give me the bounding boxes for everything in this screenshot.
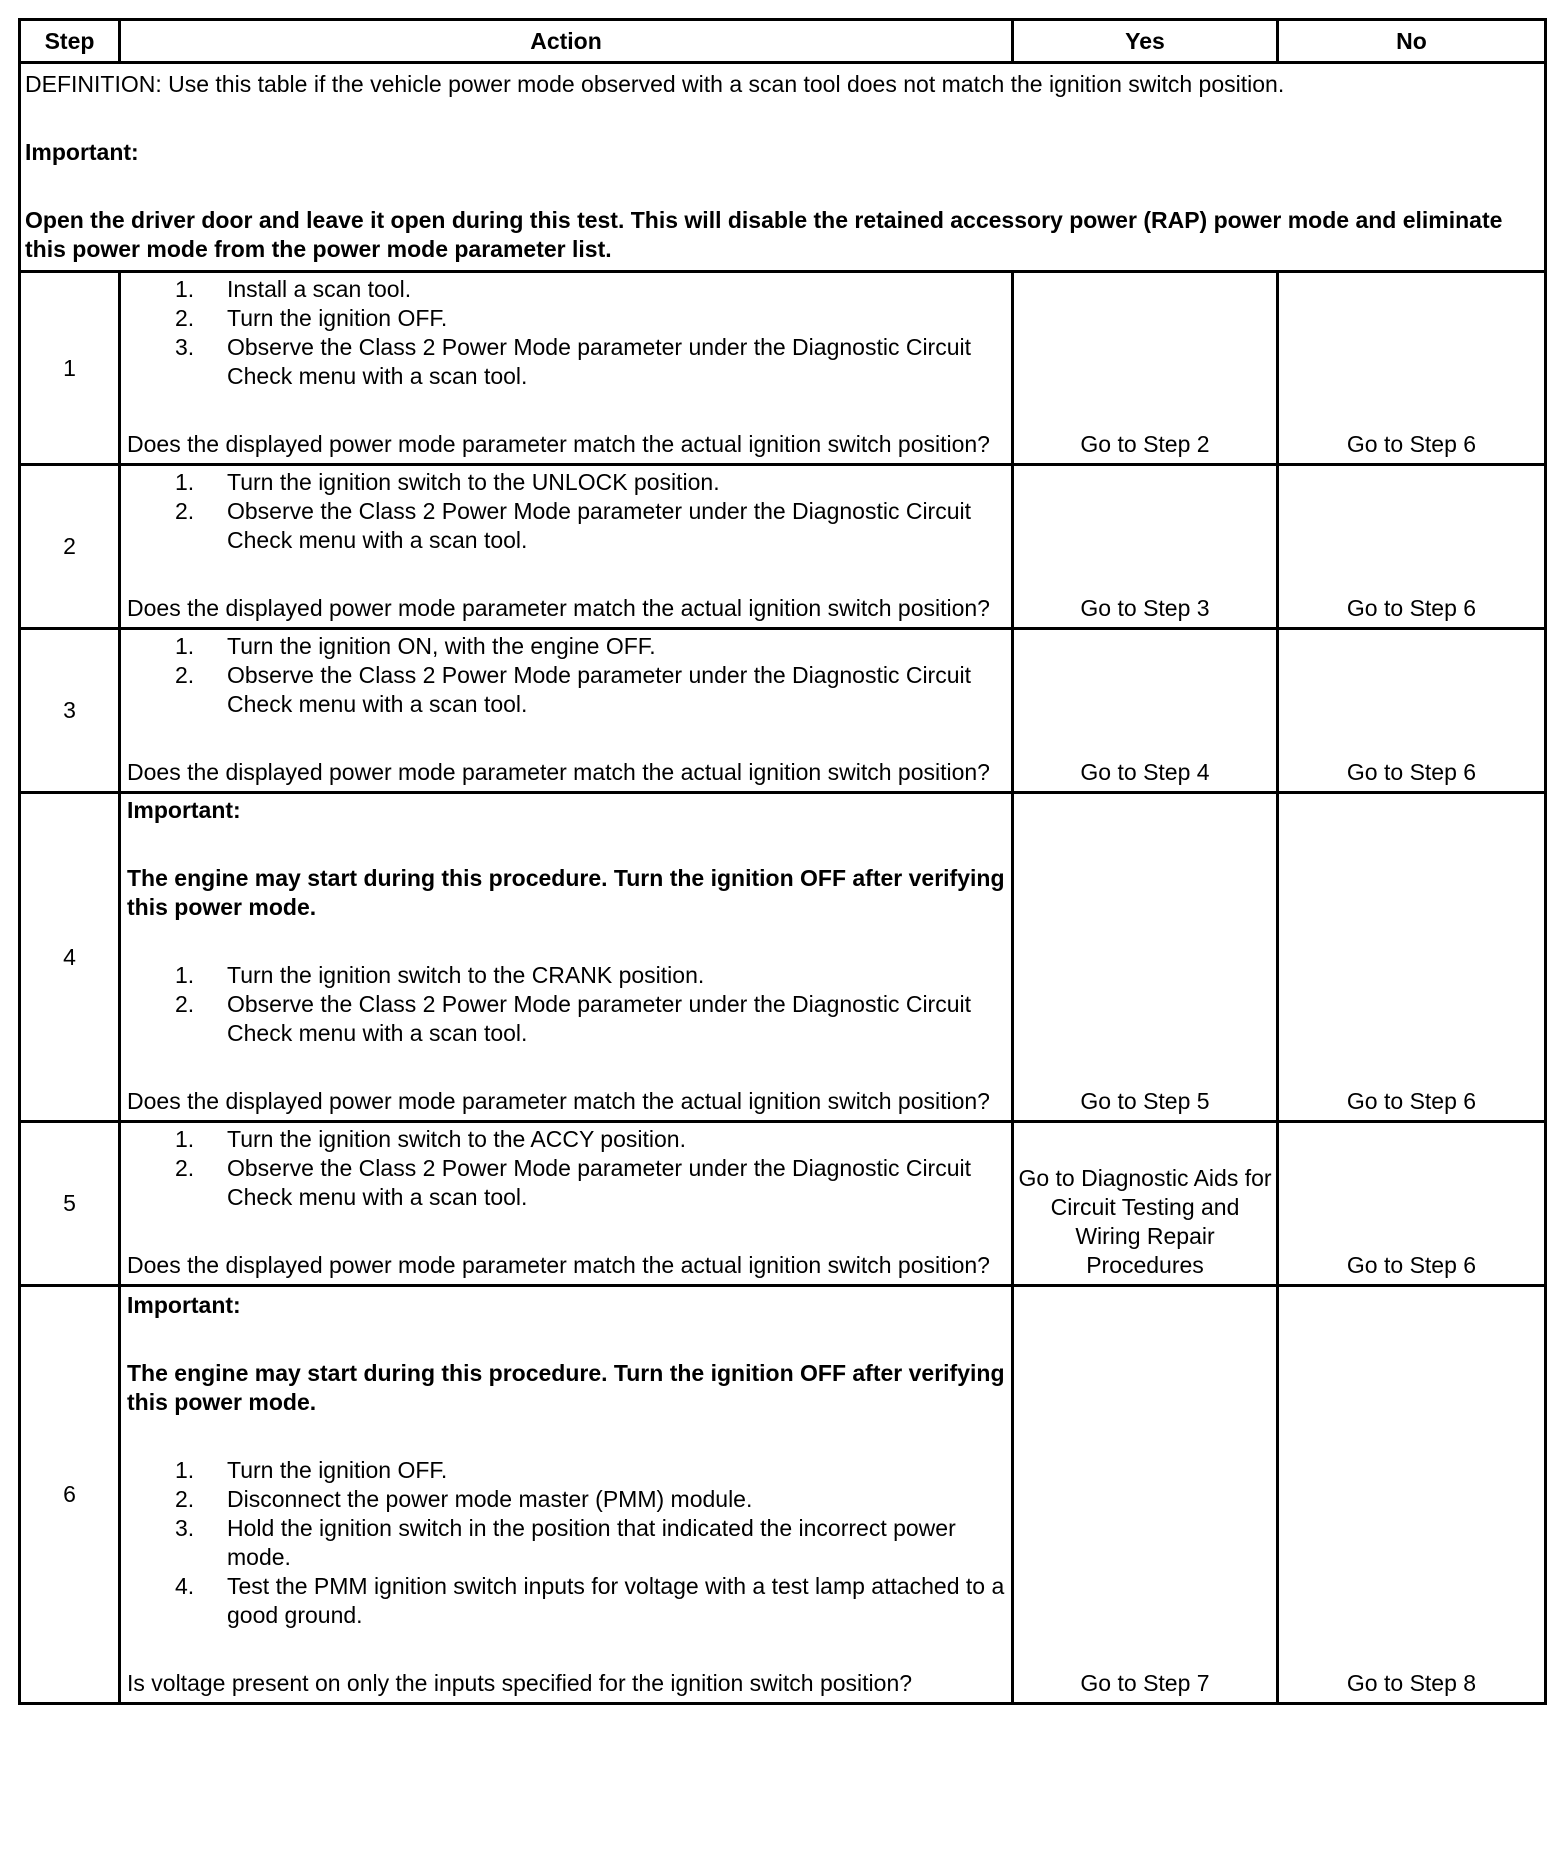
no-cell: Go to Step 6: [1278, 629, 1546, 793]
important-label: Important:: [127, 1292, 241, 1318]
step-number: 5: [20, 1122, 120, 1286]
instruction-list: [127, 1125, 1005, 1212]
question-text: Does the displayed power mode parameter match the actual ignition switch position?: [127, 1252, 990, 1278]
definition-important-label: Important:: [25, 139, 139, 165]
question-text: Does the displayed power mode parameter match the actual ignition switch position?: [127, 759, 990, 785]
table-row: [20, 1122, 1546, 1286]
instruction-list: [127, 632, 1005, 719]
definition-cell: [20, 63, 1546, 272]
list-item: 1. Turn the ignition ON, with the engine OFF.: [175, 633, 656, 659]
yes-cell: Go to Step 5: [1013, 793, 1278, 1122]
action-cell: [120, 1122, 1013, 1286]
table-row: [20, 465, 1546, 629]
question-text: Is voltage present on only the inputs specified for the ignition switch position?: [127, 1670, 913, 1696]
question-text: Does the displayed power mode parameter match the actual ignition switch position?: [127, 1088, 990, 1114]
yes-cell: Go to Step 2: [1013, 272, 1278, 465]
important-text: The engine may start during this procedure. Turn the ignition OFF after verifying this power mode.: [127, 1360, 1005, 1415]
yes-cell: Go to Step 4: [1013, 629, 1278, 793]
step-number: 4: [20, 793, 120, 1122]
table-row: [20, 793, 1546, 1122]
action-cell: [120, 1286, 1013, 1704]
list-item: 1. Turn the ignition switch to the ACCY position.: [175, 1126, 686, 1152]
table-row: [20, 272, 1546, 465]
list-item: 4. Test the PMM ignition switch inputs for voltage with a test lamp attached to a good ground.: [175, 1573, 1005, 1628]
list-item: 2. Observe the Class 2 Power Mode parameter under the Diagnostic Circuit Check menu with a scan tool.: [175, 991, 972, 1046]
list-item: 2. Observe the Class 2 Power Mode parameter under the Diagnostic Circuit Check menu with a scan tool.: [175, 1155, 972, 1210]
list-item: 2. Turn the ignition OFF.: [175, 305, 448, 331]
question-text: Does the displayed power mode parameter match the actual ignition switch position?: [127, 431, 990, 457]
table-row: [20, 1286, 1546, 1704]
instruction-list: [127, 468, 1005, 555]
header-no: No: [1278, 20, 1546, 63]
list-item: 3. Observe the Class 2 Power Mode parameter under the Diagnostic Circuit Check menu with a scan tool.: [175, 334, 972, 389]
list-item: 1. Turn the ignition switch to the UNLOCK position.: [175, 469, 720, 495]
action-cell: [120, 793, 1013, 1122]
definition-row: [20, 63, 1546, 272]
yes-cell: Go to Step 3: [1013, 465, 1278, 629]
header-row: [20, 20, 1546, 63]
step-number: 2: [20, 465, 120, 629]
no-cell: Go to Step 6: [1278, 465, 1546, 629]
no-cell: Go to Step 8: [1278, 1286, 1546, 1704]
header-step: Step: [20, 20, 120, 63]
important-text: The engine may start during this procedure. Turn the ignition OFF after verifying this power mode.: [127, 865, 1005, 920]
list-item: 2. Observe the Class 2 Power Mode parameter under the Diagnostic Circuit Check menu with a scan tool.: [175, 662, 972, 717]
important-label: Important:: [127, 797, 241, 823]
diagnostic-table: [18, 18, 1547, 1705]
list-item: 3. Hold the ignition switch in the position that indicated the incorrect power mode.: [175, 1515, 956, 1570]
no-cell: Go to Step 6: [1278, 272, 1546, 465]
list-item: 1. Turn the ignition OFF.: [175, 1457, 448, 1483]
yes-cell: Go to Step 7: [1013, 1286, 1278, 1704]
instruction-list: [127, 961, 1005, 1048]
no-cell: Go to Step 6: [1278, 793, 1546, 1122]
action-cell: [120, 272, 1013, 465]
action-cell: [120, 629, 1013, 793]
header-yes: Yes: [1013, 20, 1278, 63]
no-cell: Go to Step 6: [1278, 1122, 1546, 1286]
list-item: 1. Install a scan tool.: [175, 276, 412, 302]
instruction-list: [127, 1456, 1005, 1630]
list-item: 2. Observe the Class 2 Power Mode parameter under the Diagnostic Circuit Check menu with a scan tool.: [175, 498, 972, 553]
definition-important-text: Open the driver door and leave it open during this test. This will disable the retained accessory power (RAP) power mode and eliminate this power mode from the power mode parameter list.: [25, 207, 1503, 262]
yes-cell: Go to Diagnostic Aids for Circuit Testing and Wiring Repair Procedures: [1013, 1122, 1278, 1286]
list-item: 2. Disconnect the power mode master (PMM) module.: [175, 1486, 753, 1512]
instruction-list: [127, 275, 1005, 391]
step-number: 3: [20, 629, 120, 793]
definition-text: DEFINITION: Use this table if the vehicle power mode observed with a scan tool does not match the ignition switch position.: [25, 71, 1285, 97]
step-number: 6: [20, 1286, 120, 1704]
step-number: 1: [20, 272, 120, 465]
header-action: Action: [120, 20, 1013, 63]
question-text: Does the displayed power mode parameter match the actual ignition switch position?: [127, 595, 990, 621]
list-item: 1. Turn the ignition switch to the CRANK position.: [175, 962, 705, 988]
table-row: [20, 629, 1546, 793]
action-cell: [120, 465, 1013, 629]
